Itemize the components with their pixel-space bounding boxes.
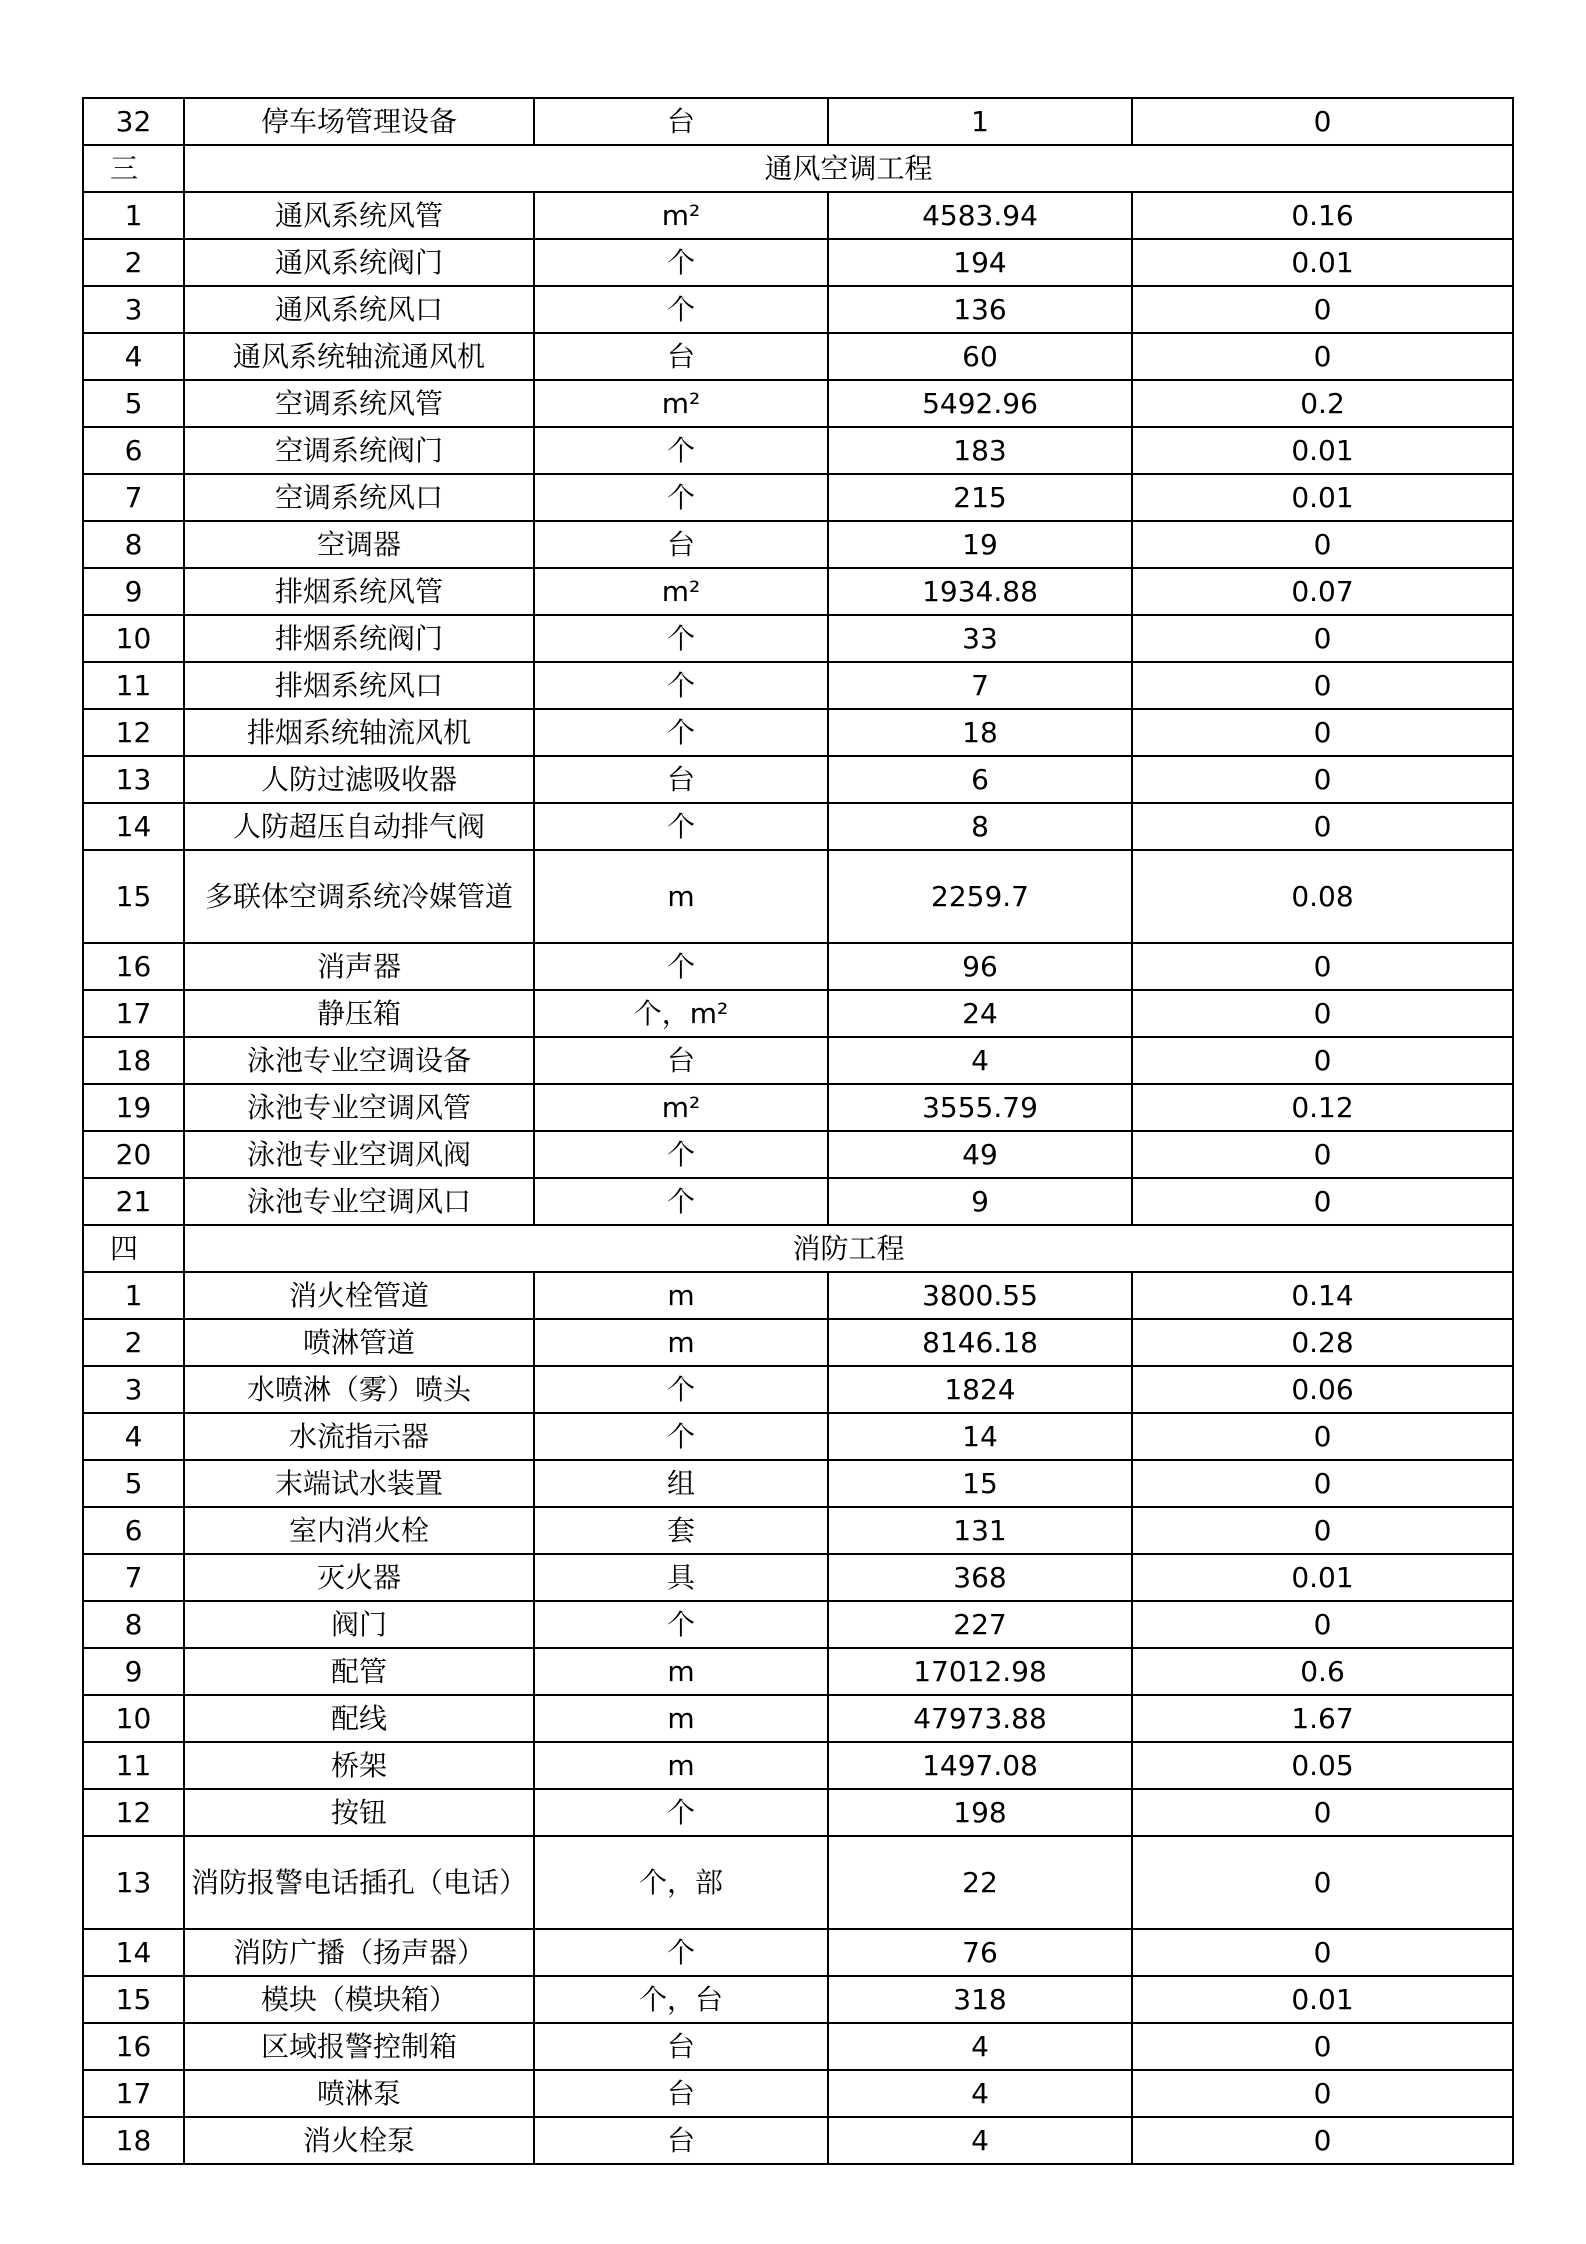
- item-quantity: 9: [828, 1178, 1132, 1225]
- item-number: 3: [83, 1366, 184, 1413]
- item-unit: 个，台: [534, 1976, 828, 2023]
- table-row: [83, 1272, 1513, 1319]
- table-row: [83, 1836, 1513, 1929]
- table-row: [83, 1976, 1513, 2023]
- item-unit: m: [534, 1319, 828, 1366]
- item-unit: 个，m²: [534, 990, 828, 1037]
- table-row: [83, 98, 1513, 145]
- item-number: 9: [83, 1648, 184, 1695]
- quantity-table-body: [83, 98, 1513, 2164]
- item-number: 15: [83, 850, 184, 943]
- table-row: [83, 615, 1513, 662]
- item-number: 3: [83, 286, 184, 333]
- item-quantity: 198: [828, 1789, 1132, 1836]
- table-row: [83, 662, 1513, 709]
- item-name: 排烟系统轴流风机: [184, 709, 534, 756]
- item-unit: 个: [534, 1413, 828, 1460]
- item-name: 消防报警电话插孔（电话）: [184, 1836, 534, 1929]
- item-unit: 个: [534, 1789, 828, 1836]
- item-ratio: 0: [1132, 286, 1513, 333]
- item-quantity: 76: [828, 1929, 1132, 1976]
- item-number: 4: [83, 333, 184, 380]
- item-name: 消火栓管道: [184, 1272, 534, 1319]
- item-unit: m: [534, 1648, 828, 1695]
- item-number: 5: [83, 1460, 184, 1507]
- item-ratio: 0: [1132, 990, 1513, 1037]
- item-unit: 个，部: [534, 1836, 828, 1929]
- item-name: 水流指示器: [184, 1413, 534, 1460]
- item-ratio: 0: [1132, 1178, 1513, 1225]
- table-row: [83, 756, 1513, 803]
- quantity-table: [82, 97, 1514, 2165]
- item-name: 消声器: [184, 943, 534, 990]
- item-number: 14: [83, 803, 184, 850]
- item-number: 1: [83, 1272, 184, 1319]
- table-row: [83, 943, 1513, 990]
- item-unit: 台: [534, 521, 828, 568]
- item-name: 灭火器: [184, 1554, 534, 1601]
- section-number: 三: [83, 145, 184, 192]
- item-quantity: 136: [828, 286, 1132, 333]
- item-quantity: 227: [828, 1601, 1132, 1648]
- item-quantity: 60: [828, 333, 1132, 380]
- item-quantity: 8146.18: [828, 1319, 1132, 1366]
- item-ratio: 0: [1132, 2117, 1513, 2164]
- item-unit: m²: [534, 568, 828, 615]
- item-name: 消火栓泵: [184, 2117, 534, 2164]
- item-quantity: 24: [828, 990, 1132, 1037]
- item-ratio: 0: [1132, 943, 1513, 990]
- table-row: [83, 1601, 1513, 1648]
- item-number: 13: [83, 756, 184, 803]
- item-name: 空调系统阀门: [184, 427, 534, 474]
- item-number: 2: [83, 239, 184, 286]
- table-row: [83, 709, 1513, 756]
- item-quantity: 1: [828, 98, 1132, 145]
- item-unit: 台: [534, 2070, 828, 2117]
- item-ratio: 0.01: [1132, 474, 1513, 521]
- item-quantity: 4583.94: [828, 192, 1132, 239]
- item-ratio: 0: [1132, 1507, 1513, 1554]
- item-unit: 台: [534, 98, 828, 145]
- item-ratio: 0.28: [1132, 1319, 1513, 1366]
- section-header-row: [83, 145, 1513, 192]
- table-row: [83, 1131, 1513, 1178]
- item-number: 11: [83, 662, 184, 709]
- item-number: 10: [83, 615, 184, 662]
- item-unit: 个: [534, 1131, 828, 1178]
- item-name: 排烟系统阀门: [184, 615, 534, 662]
- item-unit: 组: [534, 1460, 828, 1507]
- item-name: 空调系统风管: [184, 380, 534, 427]
- item-ratio: 0.06: [1132, 1366, 1513, 1413]
- item-quantity: 15: [828, 1460, 1132, 1507]
- item-name: 停车场管理设备: [184, 98, 534, 145]
- item-unit: 台: [534, 1037, 828, 1084]
- item-name: 消防广播（扬声器）: [184, 1929, 534, 1976]
- item-quantity: 4: [828, 2070, 1132, 2117]
- item-number: 12: [83, 1789, 184, 1836]
- item-unit: 个: [534, 474, 828, 521]
- item-name: 通风系统轴流通风机: [184, 333, 534, 380]
- item-unit: 台: [534, 2117, 828, 2164]
- item-name: 排烟系统风管: [184, 568, 534, 615]
- item-unit: 具: [534, 1554, 828, 1601]
- item-unit: 个: [534, 239, 828, 286]
- item-quantity: 131: [828, 1507, 1132, 1554]
- item-number: 6: [83, 1507, 184, 1554]
- item-name: 配线: [184, 1695, 534, 1742]
- item-ratio: 0.2: [1132, 380, 1513, 427]
- item-name: 按钮: [184, 1789, 534, 1836]
- item-ratio: 0.6: [1132, 1648, 1513, 1695]
- section-title: 通风空调工程: [184, 145, 1513, 192]
- item-number: 12: [83, 709, 184, 756]
- item-number: 18: [83, 2117, 184, 2164]
- item-name: 泳池专业空调风阀: [184, 1131, 534, 1178]
- item-name: 排烟系统风口: [184, 662, 534, 709]
- item-unit: 台: [534, 2023, 828, 2070]
- item-unit: m²: [534, 380, 828, 427]
- table-row: [83, 1366, 1513, 1413]
- item-name: 阀门: [184, 1601, 534, 1648]
- item-number: 17: [83, 2070, 184, 2117]
- item-number: 14: [83, 1929, 184, 1976]
- item-number: 1: [83, 192, 184, 239]
- table-row: [83, 474, 1513, 521]
- item-quantity: 96: [828, 943, 1132, 990]
- item-ratio: 0: [1132, 1131, 1513, 1178]
- item-ratio: 0.08: [1132, 850, 1513, 943]
- item-name: 通风系统风管: [184, 192, 534, 239]
- item-unit: 个: [534, 709, 828, 756]
- item-quantity: 2259.7: [828, 850, 1132, 943]
- item-name: 多联体空调系统冷媒管道: [184, 850, 534, 943]
- item-number: 16: [83, 2023, 184, 2070]
- item-name: 空调器: [184, 521, 534, 568]
- item-quantity: 18: [828, 709, 1132, 756]
- item-ratio: 0.01: [1132, 1554, 1513, 1601]
- item-unit: m²: [534, 1084, 828, 1131]
- item-quantity: 318: [828, 1976, 1132, 2023]
- item-ratio: 0.16: [1132, 192, 1513, 239]
- table-row: [83, 427, 1513, 474]
- item-quantity: 1497.08: [828, 1742, 1132, 1789]
- table-row: [83, 1789, 1513, 1836]
- table-row: [83, 1695, 1513, 1742]
- table-row: [83, 568, 1513, 615]
- item-unit: 台: [534, 333, 828, 380]
- table-row: [83, 1929, 1513, 1976]
- item-unit: 个: [534, 943, 828, 990]
- item-ratio: 0: [1132, 98, 1513, 145]
- item-name: 配管: [184, 1648, 534, 1695]
- table-row: [83, 1319, 1513, 1366]
- item-quantity: 22: [828, 1836, 1132, 1929]
- item-unit: m²: [534, 192, 828, 239]
- item-ratio: 1.67: [1132, 1695, 1513, 1742]
- item-quantity: 7: [828, 662, 1132, 709]
- table-row: [83, 803, 1513, 850]
- item-ratio: 0: [1132, 2070, 1513, 2117]
- item-ratio: 0: [1132, 2023, 1513, 2070]
- item-unit: 个: [534, 662, 828, 709]
- item-ratio: 0: [1132, 1037, 1513, 1084]
- item-number: 18: [83, 1037, 184, 1084]
- item-number: 16: [83, 943, 184, 990]
- item-number: 2: [83, 1319, 184, 1366]
- item-unit: 个: [534, 1366, 828, 1413]
- item-quantity: 49: [828, 1131, 1132, 1178]
- item-ratio: 0: [1132, 521, 1513, 568]
- item-number: 6: [83, 427, 184, 474]
- item-unit: m: [534, 1742, 828, 1789]
- table-row: [83, 286, 1513, 333]
- item-unit: 个: [534, 427, 828, 474]
- item-name: 人防超压自动排气阀: [184, 803, 534, 850]
- item-unit: 个: [534, 803, 828, 850]
- item-unit: 个: [534, 1929, 828, 1976]
- item-ratio: 0: [1132, 1789, 1513, 1836]
- table-row: [83, 1460, 1513, 1507]
- item-number: 8: [83, 521, 184, 568]
- item-ratio: 0: [1132, 1929, 1513, 1976]
- item-name: 模块（模块箱）: [184, 1976, 534, 2023]
- item-number: 5: [83, 380, 184, 427]
- item-ratio: 0: [1132, 1460, 1513, 1507]
- table-row: [83, 1742, 1513, 1789]
- item-name: 室内消火栓: [184, 1507, 534, 1554]
- item-unit: 个: [534, 1601, 828, 1648]
- item-unit: 套: [534, 1507, 828, 1554]
- item-number: 11: [83, 1742, 184, 1789]
- table-row: [83, 239, 1513, 286]
- item-name: 末端试水装置: [184, 1460, 534, 1507]
- item-number: 32: [83, 98, 184, 145]
- item-ratio: 0.12: [1132, 1084, 1513, 1131]
- item-number: 15: [83, 1976, 184, 2023]
- item-name: 静压箱: [184, 990, 534, 1037]
- item-ratio: 0: [1132, 1413, 1513, 1460]
- table-row: [83, 2023, 1513, 2070]
- item-number: 4: [83, 1413, 184, 1460]
- item-name: 区域报警控制箱: [184, 2023, 534, 2070]
- item-quantity: 4: [828, 2117, 1132, 2164]
- table-row: [83, 2070, 1513, 2117]
- table-row: [83, 1507, 1513, 1554]
- item-quantity: 368: [828, 1554, 1132, 1601]
- item-quantity: 5492.96: [828, 380, 1132, 427]
- item-ratio: 0: [1132, 803, 1513, 850]
- item-quantity: 4: [828, 2023, 1132, 2070]
- item-quantity: 8: [828, 803, 1132, 850]
- item-name: 喷淋管道: [184, 1319, 534, 1366]
- section-title: 消防工程: [184, 1225, 1513, 1272]
- item-ratio: 0.07: [1132, 568, 1513, 615]
- item-ratio: 0: [1132, 1601, 1513, 1648]
- table-row: [83, 192, 1513, 239]
- table-row: [83, 521, 1513, 568]
- item-name: 喷淋泵: [184, 2070, 534, 2117]
- item-name: 人防过滤吸收器: [184, 756, 534, 803]
- table-row: [83, 1178, 1513, 1225]
- item-unit: 个: [534, 615, 828, 662]
- item-ratio: 0: [1132, 615, 1513, 662]
- item-unit: 个: [534, 1178, 828, 1225]
- item-name: 空调系统风口: [184, 474, 534, 521]
- item-number: 13: [83, 1836, 184, 1929]
- item-quantity: 14: [828, 1413, 1132, 1460]
- item-ratio: 0.14: [1132, 1272, 1513, 1319]
- table-row: [83, 1084, 1513, 1131]
- item-number: 21: [83, 1178, 184, 1225]
- item-number: 10: [83, 1695, 184, 1742]
- item-quantity: 47973.88: [828, 1695, 1132, 1742]
- table-row: [83, 380, 1513, 427]
- table-row: [83, 1554, 1513, 1601]
- item-name: 泳池专业空调设备: [184, 1037, 534, 1084]
- table-row: [83, 1648, 1513, 1695]
- item-quantity: 194: [828, 239, 1132, 286]
- item-ratio: 0.01: [1132, 1976, 1513, 2023]
- item-ratio: 0: [1132, 756, 1513, 803]
- item-quantity: 215: [828, 474, 1132, 521]
- item-name: 通风系统风口: [184, 286, 534, 333]
- item-unit: m: [534, 850, 828, 943]
- item-quantity: 19: [828, 521, 1132, 568]
- item-number: 17: [83, 990, 184, 1037]
- item-quantity: 1934.88: [828, 568, 1132, 615]
- item-quantity: 33: [828, 615, 1132, 662]
- item-number: 9: [83, 568, 184, 615]
- table-row: [83, 333, 1513, 380]
- item-ratio: 0.01: [1132, 427, 1513, 474]
- item-ratio: 0: [1132, 709, 1513, 756]
- table-row: [83, 2117, 1513, 2164]
- table-row: [83, 1037, 1513, 1084]
- item-unit: 台: [534, 756, 828, 803]
- item-quantity: 3555.79: [828, 1084, 1132, 1131]
- item-number: 7: [83, 1554, 184, 1601]
- item-name: 泳池专业空调风管: [184, 1084, 534, 1131]
- item-quantity: 6: [828, 756, 1132, 803]
- item-name: 桥架: [184, 1742, 534, 1789]
- item-name: 泳池专业空调风口: [184, 1178, 534, 1225]
- item-number: 8: [83, 1601, 184, 1648]
- item-quantity: 183: [828, 427, 1132, 474]
- item-ratio: 0: [1132, 333, 1513, 380]
- item-quantity: 4: [828, 1037, 1132, 1084]
- item-unit: m: [534, 1695, 828, 1742]
- item-name: 水喷淋（雾）喷头: [184, 1366, 534, 1413]
- item-number: 19: [83, 1084, 184, 1131]
- table-row: [83, 850, 1513, 943]
- item-ratio: 0: [1132, 662, 1513, 709]
- table-row: [83, 1413, 1513, 1460]
- item-ratio: 0.05: [1132, 1742, 1513, 1789]
- section-header-row: [83, 1225, 1513, 1272]
- table-row: [83, 990, 1513, 1037]
- item-ratio: 0: [1132, 1836, 1513, 1929]
- item-number: 7: [83, 474, 184, 521]
- item-quantity: 3800.55: [828, 1272, 1132, 1319]
- item-unit: 个: [534, 286, 828, 333]
- section-number: 四: [83, 1225, 184, 1272]
- item-quantity: 1824: [828, 1366, 1132, 1413]
- item-ratio: 0.01: [1132, 239, 1513, 286]
- item-unit: m: [534, 1272, 828, 1319]
- item-quantity: 17012.98: [828, 1648, 1132, 1695]
- item-name: 通风系统阀门: [184, 239, 534, 286]
- item-number: 20: [83, 1131, 184, 1178]
